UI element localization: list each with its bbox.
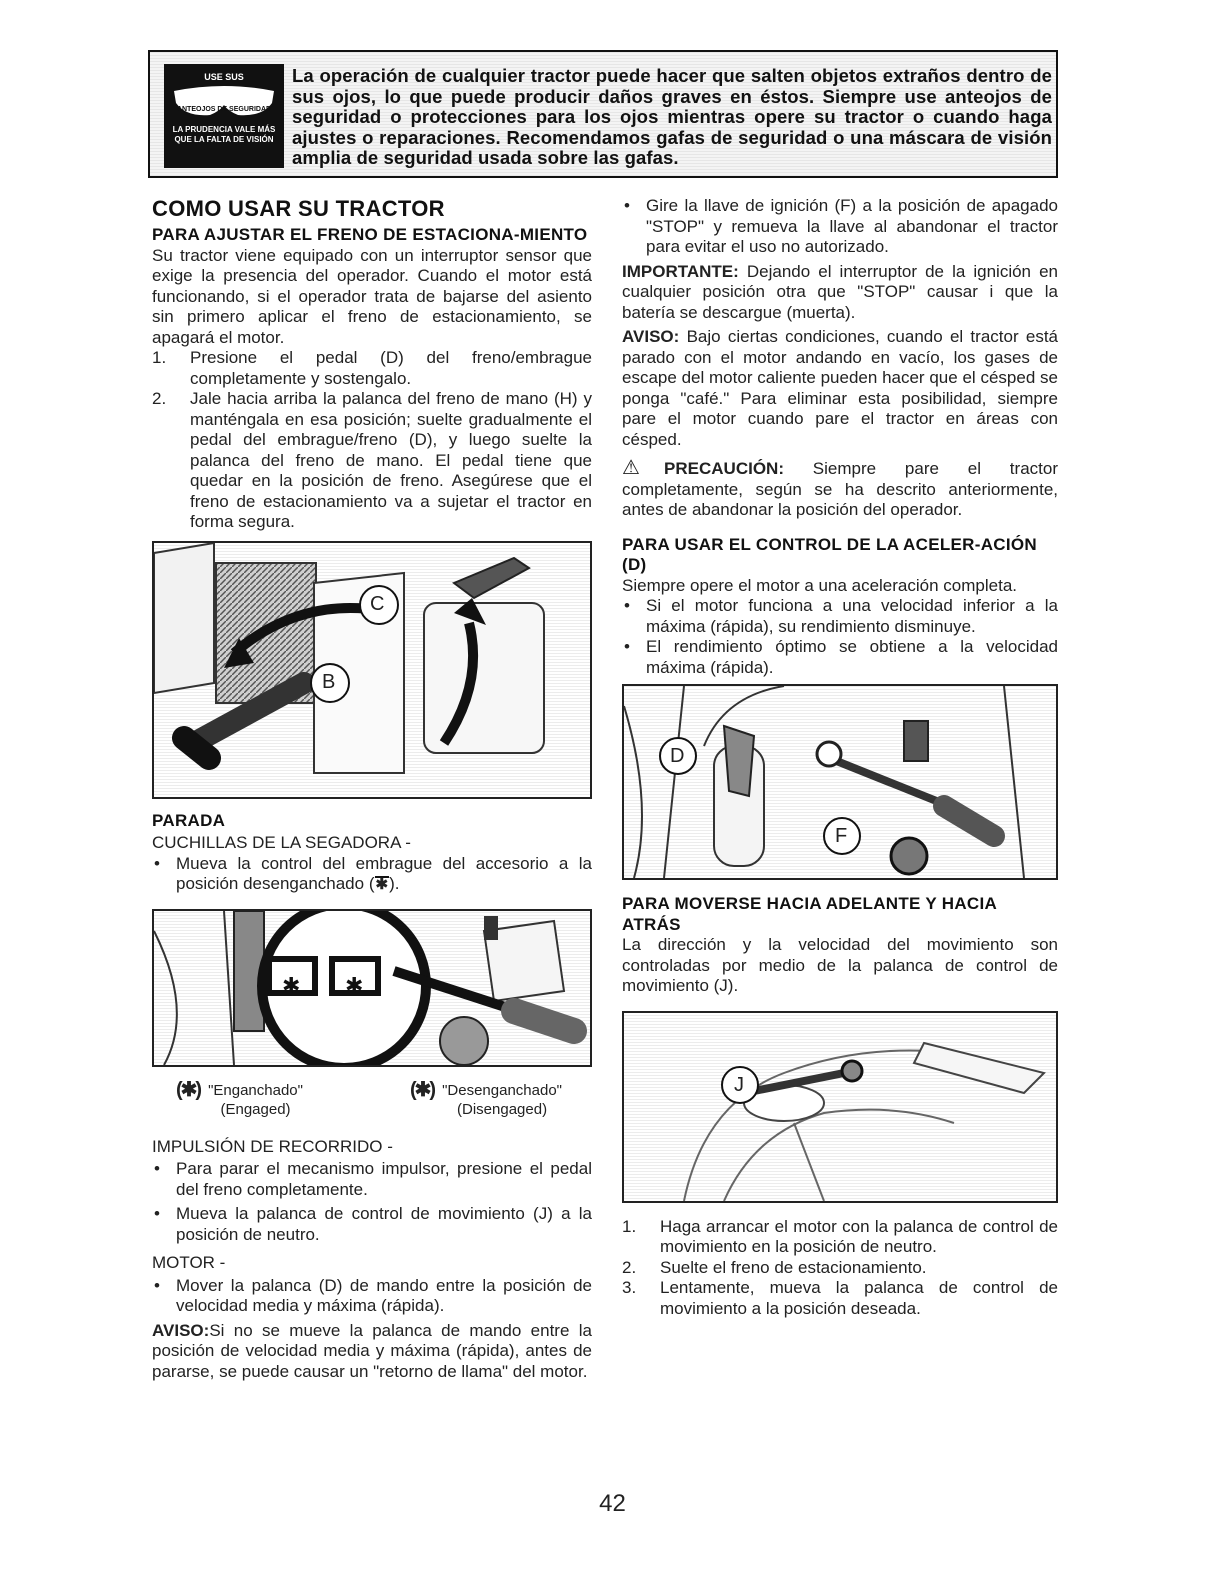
engaged-icon: (✱) [176,1078,201,1101]
disengaged-label-es: "Desenganchado" [442,1081,562,1099]
motion-heading: PARA MOVERSE HACIA ADELANTE Y HACIA ATRÁS [622,894,997,934]
figure-label-b: B [322,670,336,693]
motion-steps [622,1217,1058,1320]
aviso-note [622,327,1058,450]
bullet-icon: • [154,853,160,873]
badge-top-text: USE SUS [204,72,244,82]
throttle-intro: Siempre opere el motor a una aceleración completa. [622,575,1017,595]
figure-label-d: D [670,745,685,767]
throttle-bullet-2: El rendimiento óptimo se obtiene a la velocidad máxima (rápida). [646,637,1058,677]
bullet-icon: • [624,637,630,656]
figure-label-j: J [734,1073,744,1096]
parking-brake-heading: PARA AJUSTAR EL FRENO DE ESTACIONA-MIENTO [152,225,588,244]
step-number: 2. [152,389,167,408]
disengaged-icon: ✱ [375,876,389,893]
motion-intro: La dirección y la velocidad del movimiento son controladas por medio de la palanca de control de movimiento (J). [622,935,1058,995]
bullet-icon: • [154,1204,160,1223]
safety-goggles-badge [164,64,284,168]
disengaged-icon: (✱) [410,1078,435,1101]
list-item [622,596,1058,637]
right-column [622,196,1058,1319]
clutch-legend [152,1078,592,1119]
engaged-label-en: (Engaged) [220,1100,291,1118]
pto-clutch-figure [152,909,592,1067]
step-number: 2. [622,1257,637,1277]
legend-engaged [176,1078,303,1119]
banner-warning-text: La operación de cualquier tractor puede hacer que salten objetos extraños dentro de sus ojos, lo que puede producir daños graves en éstos. Siempre use anteojos de seguridad o protecciones para los ojos mientras opere su tractor o cuando haga ajustes o reparaciones. Recomendamos gafas de seguridad o una máscara de visión amplia de seguridad usada sobre las gafas. [292,65,1052,168]
engine-aviso [152,1321,592,1383]
list-item [622,196,1058,258]
list-item [152,1276,592,1317]
list-item: • Mueva la control del embrague del accesorio a la posición desenganchado (✱). [154,853,592,893]
engine-heading: MOTOR - [152,1253,226,1272]
blades-bullet-end: . [394,874,400,893]
svg-text:✱: ✱ [345,973,364,999]
blades-bullet-text: Mueva la control del embrague del accesorio a la posición desenganchado [176,853,592,893]
safety-banner [148,50,1058,178]
throttle-ignition-figure [622,684,1058,880]
parking-intro: Su tractor viene equipado con un interruptor sensor que exige la presencia del operador. Cuando el motor está funcionando, si el operador trata de bajarse del asiento sin primero aplicar el freno de estacionamiento, se apagará el motor. [152,245,592,347]
motion-control-figure [622,1011,1058,1203]
engine-bullet: Mover la palanca (D) de mando entre la posición de velocidad media y máxima (rápida). [176,1275,592,1315]
figure-label-f: F [835,825,848,847]
bullet-icon: • [624,596,630,615]
throttle-heading: PARA USAR EL CONTROL DE LA ACELER-ACIÓN (D) [622,534,1037,574]
throttle-bullet-1: Si el motor funciona a una velocidad inferior a la máxima (rápida), su rendimiento disminuye. [646,596,1058,636]
aviso-lead: AVISO: [152,1320,210,1340]
list-item [152,348,592,389]
aviso-lead: AVISO: [622,327,680,346]
step-text: Presione el pedal (D) del freno/embrague completamente y sostengalo. [190,348,592,388]
bullet-icon: • [154,1275,160,1295]
aviso-text: Si no se mueve la palanca de mando entre la posición de velocidad media y máxima (rápida), antes de pararse, se puede causar un "retorno de llama" del motor. [152,1320,592,1381]
figure-label-c: C [370,592,385,615]
list-item [152,389,592,533]
page-number: 42 [599,1490,626,1517]
important-text: Dejando el interruptor de la ignición en cualquier posición otra que "STOP" causar i que la batería se descargue (muerta). [622,261,1058,322]
step-number: 1. [152,348,167,367]
drive-bullet-2: Mueva la palanca de control de movimiento (J) a la posición de neutro. [176,1204,592,1244]
list-item [622,637,1058,678]
important-note [622,262,1058,324]
parking-brake-figure [152,541,592,799]
important-lead: IMPORTANTE: [622,261,739,281]
blades-heading: CUCHILLAS DE LA SEGADORA - [152,833,411,852]
ignition-bullet: Gire la llave de ignición (F) a la posición de apagado "STOP" y remueva la llave al abandonar el tractor para evitar el uso no autorizado. [646,196,1058,256]
aviso-text: Bajo ciertas condiciones, cuando el tractor está parado con el motor andando en vacío, los gases de escape del motor caliente pueden hacer que el césped se ponga "café." Para eliminar esta posibilidad, siempre pare el motor cuando pare el tractor en áreas con césped. [622,327,1058,449]
caution-text: Siempre pare el tractor completamente, según se ha descrito anteriormente, antes de abandonar la posición del operador. [622,459,1058,519]
svg-text:✱: ✱ [282,973,301,999]
step-text: Suelte el freno de estacionamiento. [660,1257,927,1277]
left-column [152,196,592,1382]
step-number: 3. [622,1278,637,1297]
bullet-icon: • [624,196,630,215]
step-text: Jale hacia arriba la palanca del freno de mano (H) y manténgala en esa posición; suelte gradualmente el pedal del embrague/freno (D), y luego suelte la palanca del freno de mano. El pedal tiene que quedar en la posición de freno. Asegúrese que el freno de estacionamiento va a sujetar el tractor en forma segura. [190,389,592,531]
list-item [622,1217,1058,1258]
badge-mid-text: ANTEOJOS DE SEGURIDAD [176,106,272,113]
caution-lead: PRECAUCIÓN: [664,459,784,478]
warning-triangle-icon: ⚠ [622,457,665,479]
legend-disengaged [410,1078,562,1119]
caution-note [622,458,1058,521]
list-item [622,1258,1058,1279]
list-item [152,1204,592,1245]
drive-heading: IMPULSIÓN DE RECORRIDO - [152,1136,393,1156]
step-text: Haga arrancar el motor con la palanca de control de movimiento en la posición de neutro. [660,1216,1058,1256]
list-item [152,1159,592,1200]
drive-bullet-1: Para parar el mecanismo impulsor, presione el pedal del freno completamente. [176,1159,592,1199]
engaged-label-es: "Enganchado" [208,1081,303,1099]
disengaged-label-en: (Disengaged) [457,1100,548,1118]
bullet-icon: • [154,1159,160,1178]
list-item [622,1278,1058,1319]
step-text: Lentamente, mueva la palanca de control de movimiento a la posición deseada. [660,1278,1058,1318]
parking-steps [152,348,592,533]
badge-bottom-text: LA PRUDENCIA VALE MÁS QUE LA FALTA DE VISIÓN [172,125,276,144]
section-title: COMO USAR SU TRACTOR [152,196,445,221]
stop-heading: PARADA [152,810,226,830]
step-number: 1. [622,1216,637,1236]
goggles-icon [172,85,276,119]
